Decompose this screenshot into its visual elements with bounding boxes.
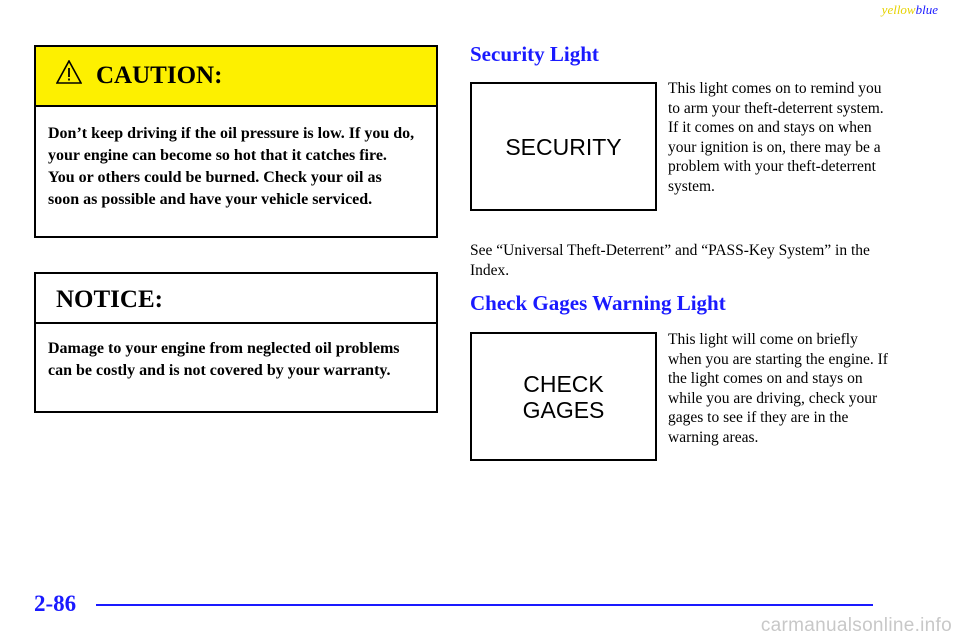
- caution-title: CAUTION:: [96, 62, 223, 89]
- color-tag: [882, 2, 938, 18]
- watermark: carmanualsonline.info: [760, 615, 952, 636]
- security-light-heading: Security Light: [470, 42, 599, 66]
- notice-title: NOTICE:: [56, 286, 163, 313]
- security-light-label: SECURITY: [505, 133, 622, 160]
- caution-text: Don’t keep driving if the oil pressure is low. If you do, your engine can become so hot that it catches fire. You or others could be burned. Check your oil as soon as possible and have your vehicle serviced.: [48, 125, 415, 208]
- caution-header: [36, 47, 436, 107]
- security-light-description: This light comes on to remind you to arm your theft‑deterrent system. If it comes on and stays on when your ignition is on, there may be a problem with your theft‑deterrent system.: [668, 80, 884, 195]
- caution-box: [34, 45, 438, 238]
- security-see-also: See “Universal Theft‑Deterrent” and “PASS‑Key System” in the Index.: [470, 242, 870, 279]
- check-gages-label-line2: GAGES: [522, 396, 605, 423]
- check-gages-heading: Check Gages Warning Light: [470, 291, 726, 315]
- page-number: 2-86: [34, 591, 77, 616]
- color-tag-blue: blue: [915, 2, 938, 17]
- notice-box: [34, 272, 438, 413]
- color-tag-yellow: yellow: [881, 2, 916, 17]
- warning-triangle-icon: [56, 60, 82, 84]
- check-gages-light-icon: [470, 332, 657, 461]
- security-light-icon: [470, 82, 657, 211]
- check-gages-description: This light will come on briefly when you are starting the engine. If the light comes on and stays on while you are driving, check your gages to see if they are in the warning areas.: [668, 331, 888, 446]
- notice-text: Damage to your engine from neglected oil problems can be costly and is not covered by your warranty.: [48, 340, 400, 379]
- footer-rule: [96, 604, 873, 606]
- check-gages-label-line1: CHECK: [523, 370, 604, 397]
- notice-header: [36, 274, 436, 324]
